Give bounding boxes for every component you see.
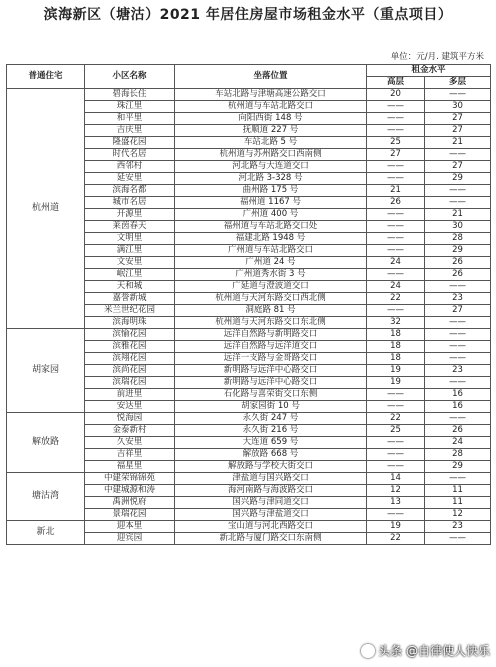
location-cell: 解放路与学校大街交口 [175, 461, 367, 473]
high-rise-rent-cell: —— [367, 101, 425, 113]
header-location: 坐落位置 [175, 65, 367, 89]
high-rise-rent-cell: 18 [367, 353, 425, 365]
location-cell: 杭州道与苏州路交口西南侧 [175, 149, 367, 161]
multi-storey-rent-cell: 27 [425, 125, 491, 137]
unit-note: 单位：元/月. 建筑平方米 [390, 52, 484, 62]
header-multi-storey: 多层 [425, 77, 491, 89]
multi-storey-rent-cell: —— [425, 413, 491, 425]
community-name-cell: 滨雅花园 [85, 341, 175, 353]
community-name-cell: 迎本里 [85, 521, 175, 533]
location-cell: 洞庭路 81 号 [175, 305, 367, 317]
location-cell: 新北路与厦门路交口东南侧 [175, 533, 367, 545]
toutiao-logo-icon [361, 644, 375, 658]
multi-storey-rent-cell: —— [425, 341, 491, 353]
high-rise-rent-cell: 18 [367, 341, 425, 353]
community-name-cell: 滨愉花园 [85, 329, 175, 341]
high-rise-rent-cell: 27 [367, 149, 425, 161]
high-rise-rent-cell: —— [367, 209, 425, 221]
location-cell: 杭州道与车站北路交口 [175, 101, 367, 113]
multi-storey-rent-cell: —— [425, 281, 491, 293]
community-name-cell: 满江里 [85, 245, 175, 257]
community-name-cell: 悦海园 [85, 413, 175, 425]
multi-storey-rent-cell: 27 [425, 113, 491, 125]
multi-storey-rent-cell: —— [425, 353, 491, 365]
community-name-cell: 时代名居 [85, 149, 175, 161]
multi-storey-rent-cell: 29 [425, 245, 491, 257]
multi-storey-rent-cell: 26 [425, 425, 491, 437]
location-cell: 国兴路与津同道交口 [175, 497, 367, 509]
high-rise-rent-cell: —— [367, 509, 425, 521]
high-rise-rent-cell: 22 [367, 293, 425, 305]
high-rise-rent-cell: 32 [367, 317, 425, 329]
community-name-cell: 延安里 [85, 173, 175, 185]
multi-storey-rent-cell: 12 [425, 509, 491, 521]
location-cell: 新明路与远洋中心路交口 [175, 365, 367, 377]
multi-storey-rent-cell: —— [425, 89, 491, 101]
high-rise-rent-cell: —— [367, 233, 425, 245]
high-rise-rent-cell: —— [367, 221, 425, 233]
community-name-cell: 莱茵春天 [85, 221, 175, 233]
location-cell: 远洋自然路与新明路交口 [175, 329, 367, 341]
district-cell: 塘沽湾 [7, 473, 85, 521]
high-rise-rent-cell: —— [367, 173, 425, 185]
multi-storey-rent-cell: 28 [425, 449, 491, 461]
multi-storey-rent-cell: 16 [425, 389, 491, 401]
district-cell: 胡家园 [7, 329, 85, 413]
high-rise-rent-cell: 19 [367, 377, 425, 389]
high-rise-rent-cell: —— [367, 437, 425, 449]
high-rise-rent-cell: —— [367, 113, 425, 125]
community-name-cell: 滨瑞花园 [85, 377, 175, 389]
header-rent-level: 租金水平 [367, 65, 491, 77]
location-cell: 津盐道与国兴路交口 [175, 473, 367, 485]
location-cell: 海河南路与海波路交口 [175, 485, 367, 497]
multi-storey-rent-cell: 23 [425, 365, 491, 377]
document-title: 滨海新区（塘沽）2021 年居住房屋市场租金水平（重点项目） [43, 7, 453, 23]
community-name-cell: 景瑞花园 [85, 509, 175, 521]
high-rise-rent-cell: 19 [367, 365, 425, 377]
location-cell: 宝山道与河北西路交口 [175, 521, 367, 533]
multi-storey-rent-cell: 16 [425, 401, 491, 413]
multi-storey-rent-cell: 21 [425, 209, 491, 221]
community-name-cell: 滨翔花园 [85, 353, 175, 365]
multi-storey-rent-cell: 24 [425, 437, 491, 449]
header-high-rise: 高层 [367, 77, 425, 89]
multi-storey-rent-cell: 29 [425, 461, 491, 473]
location-cell: 大连道 659 号 [175, 437, 367, 449]
multi-storey-rent-cell: 11 [425, 485, 491, 497]
table-row [7, 473, 491, 485]
table-body [7, 89, 491, 545]
high-rise-rent-cell: 22 [367, 413, 425, 425]
location-cell: 新明路与远洋中心路交口 [175, 377, 367, 389]
location-cell: 抚顺道 227 号 [175, 125, 367, 137]
high-rise-rent-cell: 22 [367, 533, 425, 545]
district-cell: 解放路 [7, 413, 85, 473]
location-cell: 广州道 24 号 [175, 257, 367, 269]
location-cell: 河北路 3-328 号 [175, 173, 367, 185]
high-rise-rent-cell: 13 [367, 497, 425, 509]
community-name-cell: 嘉誉新城 [85, 293, 175, 305]
high-rise-rent-cell: 24 [367, 281, 425, 293]
community-name-cell: 迎宾园 [85, 533, 175, 545]
multi-storey-rent-cell: 26 [425, 257, 491, 269]
multi-storey-rent-cell: 27 [425, 305, 491, 317]
high-rise-rent-cell: —— [367, 125, 425, 137]
community-name-cell: 吉庆里 [85, 125, 175, 137]
table-row [7, 413, 491, 425]
community-name-cell: 西邻村 [85, 161, 175, 173]
community-name-cell: 文明里 [85, 233, 175, 245]
multi-storey-rent-cell: 28 [425, 233, 491, 245]
community-name-cell: 福星里 [85, 461, 175, 473]
high-rise-rent-cell: 21 [367, 185, 425, 197]
high-rise-rent-cell: 19 [367, 521, 425, 533]
multi-storey-rent-cell: —— [425, 197, 491, 209]
high-rise-rent-cell: 24 [367, 257, 425, 269]
location-cell: 曲州路 175 号 [175, 185, 367, 197]
watermark [361, 642, 490, 659]
location-cell: 广州道秀水街 3 号 [175, 269, 367, 281]
community-name-cell: 城市名居 [85, 197, 175, 209]
community-name-cell: 滨尚花园 [85, 365, 175, 377]
multi-storey-rent-cell: —— [425, 473, 491, 485]
location-cell: 河北路与大连道交口 [175, 161, 367, 173]
location-cell: 福州道与车站北路交口处 [175, 221, 367, 233]
community-name-cell: 吉祥里 [85, 449, 175, 461]
multi-storey-rent-cell: 23 [425, 521, 491, 533]
multi-storey-rent-cell: 27 [425, 161, 491, 173]
high-rise-rent-cell: 12 [367, 485, 425, 497]
location-cell: 广州道 400 号 [175, 209, 367, 221]
multi-storey-rent-cell: 23 [425, 293, 491, 305]
location-cell: 向阳西街 148 号 [175, 113, 367, 125]
location-cell: 福州道 1167 号 [175, 197, 367, 209]
community-name-cell: 和平里 [85, 113, 175, 125]
watermark-text: 头条 @自律使人快乐 [378, 644, 490, 658]
multi-storey-rent-cell: —— [425, 533, 491, 545]
community-name-cell: 珠江里 [85, 101, 175, 113]
high-rise-rent-cell: 14 [367, 473, 425, 485]
location-cell: 解放路 668 号 [175, 449, 367, 461]
community-name-cell: 文安里 [85, 257, 175, 269]
location-cell: 永久街 247 号 [175, 413, 367, 425]
location-cell: 车站北路 5 号 [175, 137, 367, 149]
location-cell: 车站北路与津塘高速公路交口 [175, 89, 367, 101]
high-rise-rent-cell: 25 [367, 137, 425, 149]
location-cell: 永久街 216 号 [175, 425, 367, 437]
multi-storey-rent-cell: 30 [425, 101, 491, 113]
community-name-cell: 中建荣锦锦苑 [85, 473, 175, 485]
multi-storey-rent-cell: —— [425, 185, 491, 197]
table-row [7, 329, 491, 341]
community-name-cell: 前进里 [85, 389, 175, 401]
high-rise-rent-cell: —— [367, 461, 425, 473]
multi-storey-rent-cell: —— [425, 329, 491, 341]
location-cell: 胡家园街 10 号 [175, 401, 367, 413]
table-row [7, 89, 491, 101]
high-rise-rent-cell: 20 [367, 89, 425, 101]
community-name-cell: 金泰新村 [85, 425, 175, 437]
header-community-name: 小区名称 [85, 65, 175, 89]
high-rise-rent-cell: —— [367, 401, 425, 413]
multi-storey-rent-cell: —— [425, 317, 491, 329]
location-cell: 远洋一支路与金哥路交口 [175, 353, 367, 365]
table-row [7, 521, 491, 533]
community-name-cell: 碧海长住 [85, 89, 175, 101]
district-cell: 新北 [7, 521, 85, 545]
high-rise-rent-cell: —— [367, 449, 425, 461]
location-cell: 远洋自然路与远洋道交口 [175, 341, 367, 353]
community-name-cell: 隆盛花园 [85, 137, 175, 149]
multi-storey-rent-cell: —— [425, 377, 491, 389]
rent-table [6, 64, 491, 545]
location-cell: 国兴路与津盐道交口 [175, 509, 367, 521]
community-name-cell: 滨海名都 [85, 185, 175, 197]
location-cell: 广州道与车站北路交口 [175, 245, 367, 257]
community-name-cell: 中建城源和涛 [85, 485, 175, 497]
multi-storey-rent-cell: 26 [425, 269, 491, 281]
community-name-cell: 久安里 [85, 437, 175, 449]
header-residence-type: 普通住宅 [7, 65, 85, 89]
high-rise-rent-cell: 18 [367, 329, 425, 341]
high-rise-rent-cell: 26 [367, 197, 425, 209]
high-rise-rent-cell: —— [367, 389, 425, 401]
location-cell: 杭州道与天河东路交口东北侧 [175, 317, 367, 329]
high-rise-rent-cell: 25 [367, 425, 425, 437]
community-name-cell: 安达里 [85, 401, 175, 413]
high-rise-rent-cell: —— [367, 305, 425, 317]
district-cell: 杭州道 [7, 89, 85, 329]
community-name-cell: 禹洲悦府 [85, 497, 175, 509]
multi-storey-rent-cell: —— [425, 149, 491, 161]
multi-storey-rent-cell: 29 [425, 173, 491, 185]
multi-storey-rent-cell: 30 [425, 221, 491, 233]
community-name-cell: 天和城 [85, 281, 175, 293]
location-cell: 石化路与喜荣街交口东侧 [175, 389, 367, 401]
multi-storey-rent-cell: 21 [425, 137, 491, 149]
location-cell: 杭州道与天河东路交口西北侧 [175, 293, 367, 305]
high-rise-rent-cell: —— [367, 269, 425, 281]
location-cell: 广延道与澄波道交口 [175, 281, 367, 293]
community-name-cell: 米兰世纪花园 [85, 305, 175, 317]
multi-storey-rent-cell: 11 [425, 497, 491, 509]
community-name-cell: 滨海明珠 [85, 317, 175, 329]
community-name-cell: 开源里 [85, 209, 175, 221]
location-cell: 福建北路 1948 号 [175, 233, 367, 245]
high-rise-rent-cell: —— [367, 161, 425, 173]
community-name-cell: 岷江里 [85, 269, 175, 281]
high-rise-rent-cell: —— [367, 245, 425, 257]
